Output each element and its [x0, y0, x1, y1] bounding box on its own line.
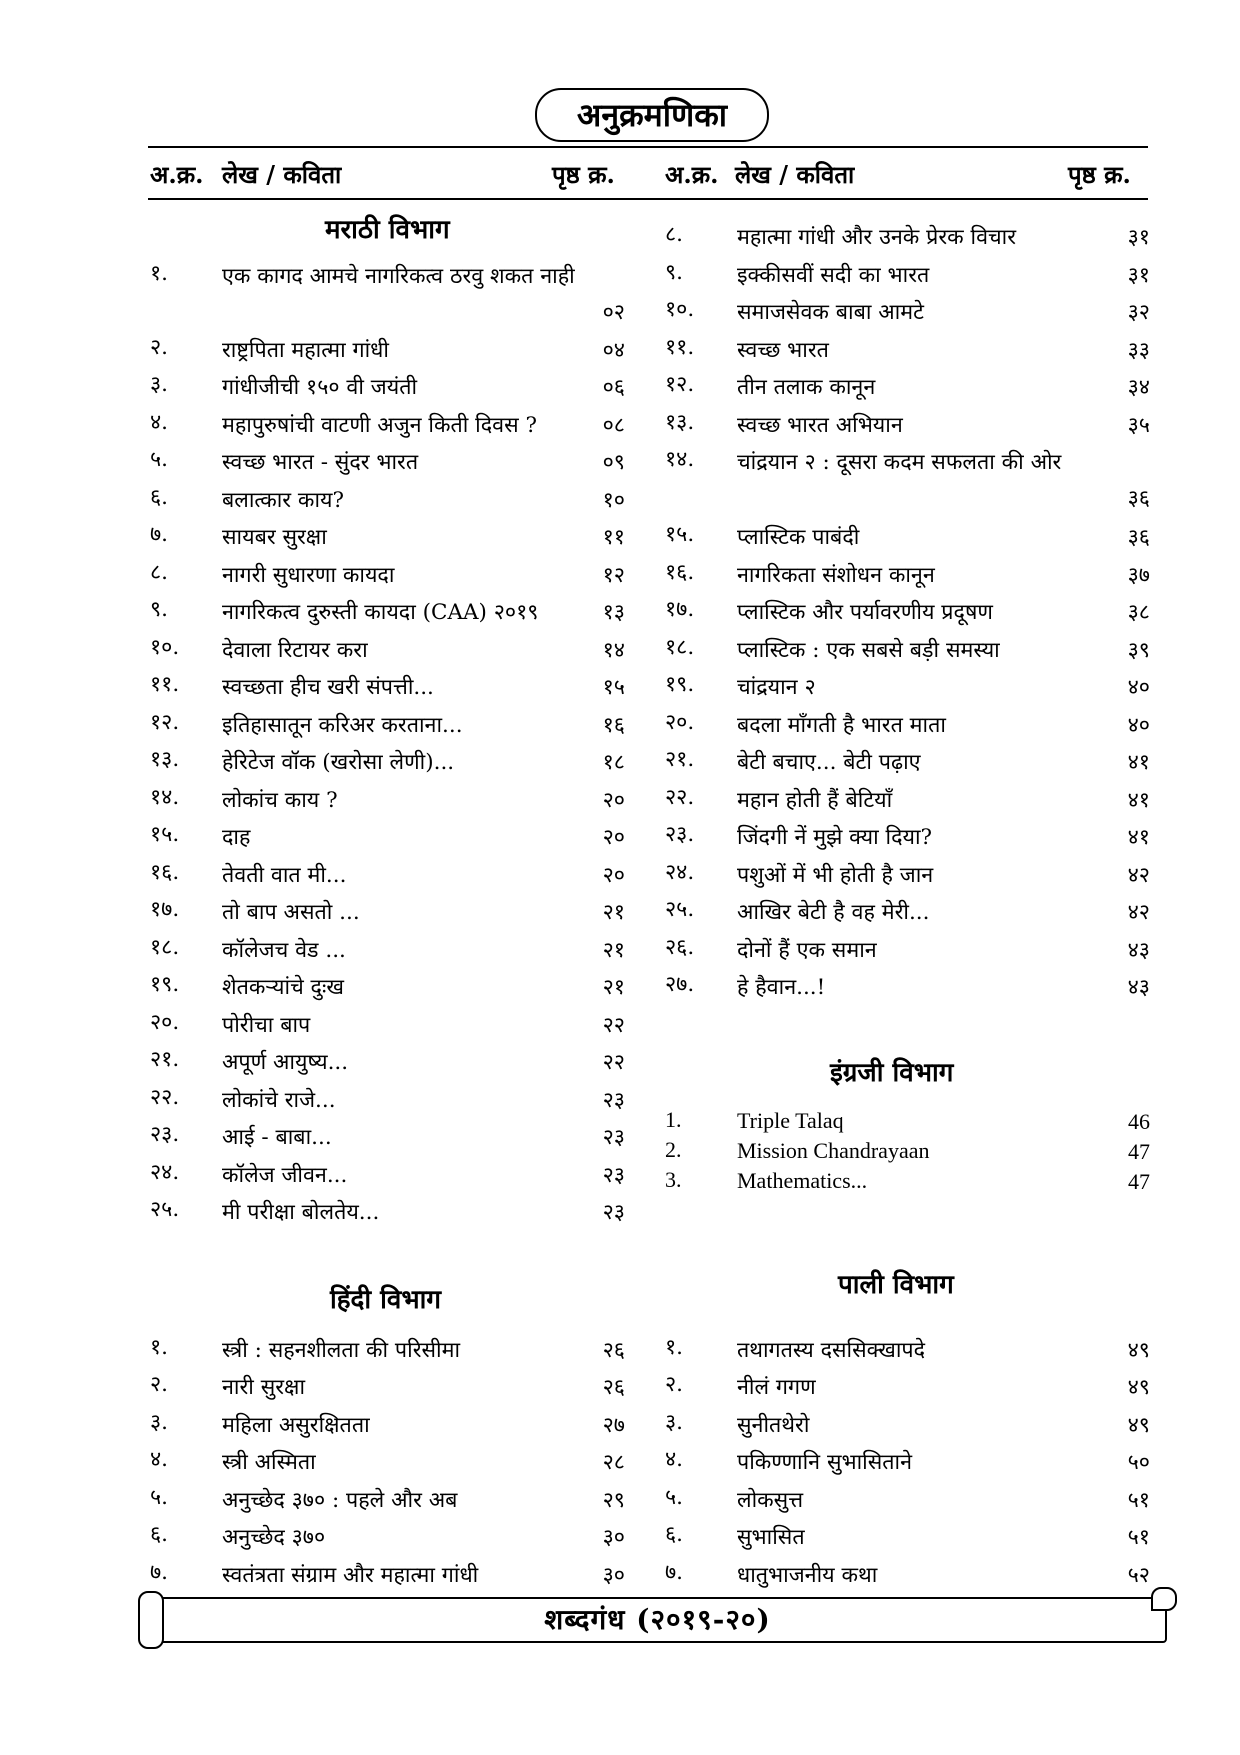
list-item	[150, 892, 625, 926]
item-page: ४९	[1127, 1413, 1150, 1438]
item-title: अनुच्छेद ३७० : पहले और अब	[222, 1488, 458, 1513]
item-page: २०	[602, 825, 625, 850]
header-right-title: लेख / कविता	[735, 160, 855, 189]
item-number: ९.	[665, 260, 684, 285]
item-page: ३८	[1127, 600, 1150, 625]
item-number: १४.	[665, 447, 695, 472]
list-item	[150, 855, 625, 889]
item-page: ४९	[1127, 1338, 1150, 1363]
list-item	[665, 1405, 1150, 1439]
item-number: २३.	[150, 1122, 180, 1147]
item-number: २५.	[665, 897, 695, 922]
item-page: ३१	[1127, 263, 1150, 288]
item-page: ४०	[1127, 713, 1150, 738]
item-number: २.	[665, 1372, 684, 1397]
item-title: प्लास्टिक : एक सबसे बड़ी समस्या	[737, 638, 1000, 663]
item-number: १५.	[665, 522, 695, 547]
item-number: १८.	[665, 635, 695, 660]
item-title: देवाला रिटायर करा	[222, 638, 368, 663]
item-number: १०.	[665, 297, 695, 322]
item-number: १५.	[150, 822, 180, 847]
list-item	[665, 1135, 1150, 1165]
list-item	[150, 1080, 625, 1114]
item-page: ३९	[1127, 638, 1150, 663]
item-number: १७.	[665, 597, 695, 622]
item-title: लोकसुत्त	[737, 1488, 804, 1513]
list-item	[150, 1442, 625, 1476]
item-number: ५.	[150, 1485, 169, 1510]
item-number: १६.	[665, 560, 695, 585]
item-title: नागरी सुधारणा कायदा	[222, 563, 395, 588]
list-item	[150, 1042, 625, 1076]
list-item	[150, 1192, 625, 1226]
item-title: स्वच्छ भारत - सुंदर भारत	[222, 450, 419, 475]
item-title: तेवती वात मी...	[222, 863, 347, 888]
item-number: २४.	[150, 1160, 180, 1185]
list-item	[150, 1555, 625, 1589]
list-item	[150, 742, 625, 776]
item-title: स्वच्छता हीच खरी संपत्ती...	[222, 675, 434, 700]
item-number: ९.	[150, 597, 169, 622]
list-item	[150, 1367, 625, 1401]
item-page: ५२	[1127, 1563, 1150, 1588]
item-title: तीन तलाक कानून	[737, 375, 876, 400]
list-item	[150, 930, 625, 964]
item-page: २२	[602, 1050, 625, 1075]
item-page: ३६	[1127, 486, 1150, 511]
item-title: एक कागद आमचे नागरिकत्व ठरवु शकत नाही	[222, 264, 575, 289]
list-item	[150, 1005, 625, 1039]
item-page: ०२	[602, 300, 625, 325]
item-title: हे हैवान...!	[737, 975, 826, 1000]
item-number: १८.	[150, 935, 180, 960]
item-title: कॉलेज जीवन...	[222, 1163, 348, 1188]
list-item	[665, 367, 1150, 401]
item-title: पोरीचा बाप	[222, 1013, 311, 1038]
item-number: 1.	[665, 1107, 682, 1132]
item-page: ४१	[1127, 788, 1150, 813]
list-item	[665, 1517, 1150, 1551]
item-page: ०४	[602, 338, 625, 363]
item-title: पकिण्णानि सुभासिताने	[737, 1450, 913, 1475]
list-item	[150, 405, 625, 439]
item-title: समाजसेवक बाबा आमटे	[737, 300, 924, 325]
item-title: आई - बाबा...	[222, 1125, 332, 1150]
item-title: पशुओं में भी होती है जान	[737, 863, 934, 888]
list-item	[665, 1367, 1150, 1401]
item-title: तो बाप असतो ...	[222, 900, 360, 925]
list-item	[150, 1330, 625, 1364]
item-title: सायबर सुरक्षा	[222, 525, 327, 550]
header-left-num: अ.क्र.	[150, 160, 204, 189]
scroll-right-ornament	[1151, 1587, 1177, 1611]
item-page: 47	[1128, 1139, 1150, 1164]
item-title: लोकांच काय ?	[222, 788, 338, 813]
item-title: हेरिटेज वॉक (खरोसा लेणी)...	[222, 750, 455, 775]
item-number: २२.	[150, 1085, 180, 1110]
list-item	[665, 705, 1150, 739]
item-number: १३.	[150, 747, 180, 772]
item-page: २३	[602, 1088, 625, 1113]
item-title: नागरिकता संशोधन कानून	[737, 563, 935, 588]
item-number: ११.	[150, 672, 180, 697]
item-title: शेतकऱ्यांचे दुःख	[222, 975, 344, 1000]
item-number: १७.	[150, 897, 180, 922]
item-title: इक्कीसवीं सदी का भारत	[737, 263, 930, 288]
item-number: ५.	[665, 1485, 684, 1510]
item-title: स्वतंत्रता संग्राम और महात्मा गांधी	[222, 1563, 479, 1588]
item-page: ३०	[602, 1525, 625, 1550]
item-title: बदला माँगती है भारत माता	[737, 713, 946, 738]
item-title: सुनीतथेरो	[737, 1413, 810, 1438]
item-number: १९.	[665, 672, 695, 697]
item-title: इतिहासातून करिअर करताना...	[222, 713, 463, 738]
list-item	[665, 442, 1150, 512]
item-page: १८	[602, 750, 625, 775]
item-title: नारी सुरक्षा	[222, 1375, 306, 1400]
item-page: ३४	[1127, 375, 1150, 400]
list-item	[150, 817, 625, 851]
item-page: २३	[602, 1200, 625, 1225]
item-title: गांधीजीची १५० वी जयंती	[222, 375, 418, 400]
page-title: अनुक्रमणिका	[535, 88, 769, 142]
header-bottom-rule	[148, 198, 1148, 200]
item-page: २७	[602, 1413, 625, 1438]
marathi-section-heading: मराठी विभाग	[325, 215, 450, 245]
item-page: ४३	[1127, 975, 1150, 1000]
item-page: ५१	[1127, 1525, 1150, 1550]
item-title: प्लास्टिक और पर्यावरणीय प्रदूषण	[737, 600, 993, 625]
item-number: ५.	[150, 447, 169, 472]
item-page: 46	[1128, 1109, 1150, 1134]
item-page: ३७	[1127, 563, 1150, 588]
list-item	[150, 967, 625, 1001]
item-page: ०९	[602, 450, 625, 475]
item-number: १.	[665, 1335, 684, 1360]
item-number: २४.	[665, 860, 695, 885]
item-title: कॉलेजच वेड ...	[222, 938, 346, 963]
pali-section-heading: पाली विभाग	[838, 1270, 954, 1300]
item-number: ३.	[665, 1410, 684, 1435]
list-item	[665, 1165, 1150, 1195]
item-title: अपूर्ण आयुष्य...	[222, 1050, 349, 1075]
item-number: ४.	[150, 1447, 169, 1472]
item-title: अनुच्छेद ३७०	[222, 1525, 326, 1550]
item-title: Mathematics...	[737, 1168, 868, 1193]
item-page: १२	[602, 563, 625, 588]
item-page: ४२	[1127, 863, 1150, 888]
list-item	[665, 1330, 1150, 1364]
list-item	[665, 780, 1150, 814]
list-item	[150, 780, 625, 814]
item-number: ७.	[150, 1560, 169, 1585]
item-number: ३.	[150, 372, 169, 397]
item-title: चांद्रयान २	[737, 675, 816, 700]
item-page: ४३	[1127, 938, 1150, 963]
item-number: २२.	[665, 785, 695, 810]
item-page: २१	[602, 900, 625, 925]
item-page: १४	[602, 638, 625, 663]
item-number: ६.	[150, 1522, 169, 1547]
list-item	[665, 967, 1150, 1001]
list-item	[150, 1117, 625, 1151]
list-item	[150, 630, 625, 664]
item-number: ४.	[665, 1447, 684, 1472]
hindi-section-heading: हिंदी विभाग	[330, 1285, 441, 1315]
item-page: ३१	[1127, 225, 1150, 250]
header-left-title: लेख / कविता	[222, 160, 342, 189]
list-item	[665, 855, 1150, 889]
list-item	[150, 480, 625, 514]
item-page: ४२	[1127, 900, 1150, 925]
item-page: २२	[602, 1013, 625, 1038]
item-title: बेटी बचाए... बेटी पढ़ाए	[737, 750, 921, 775]
header-top-rule	[148, 146, 1148, 148]
item-page: 47	[1128, 1169, 1150, 1194]
item-title: तथागतस्य दससिक्खापदे	[737, 1338, 926, 1363]
item-page: १६	[602, 713, 625, 738]
list-item	[665, 892, 1150, 926]
item-number: ८.	[150, 560, 169, 585]
item-number: ७.	[665, 1560, 684, 1585]
item-page: २३	[602, 1125, 625, 1150]
item-page: १५	[602, 675, 625, 700]
list-item	[665, 667, 1150, 701]
item-number: १४.	[150, 785, 180, 810]
footer-banner	[148, 1597, 1167, 1643]
item-page: ४९	[1127, 1375, 1150, 1400]
item-title: मी परीक्षा बोलतेय...	[222, 1200, 380, 1225]
item-number: ६.	[150, 485, 169, 510]
list-item	[150, 1480, 625, 1514]
item-page: ५०	[1127, 1450, 1150, 1475]
list-item	[665, 405, 1150, 439]
item-number: १.	[150, 1335, 169, 1360]
item-title: सुभासित	[737, 1525, 805, 1550]
item-title: जिंदगी नें मुझे क्या दिया?	[737, 825, 933, 850]
item-title: दाह	[222, 825, 251, 850]
item-page: ५१	[1127, 1488, 1150, 1513]
item-number: २६.	[665, 935, 695, 960]
item-page: २०	[602, 788, 625, 813]
list-item	[150, 330, 625, 364]
item-title: स्त्री अस्मिता	[222, 1450, 316, 1475]
list-item	[150, 442, 625, 476]
item-title: महात्मा गांधी और उनके प्रेरक विचार	[737, 225, 1017, 250]
item-page: ३२	[1127, 300, 1150, 325]
list-item	[665, 1480, 1150, 1514]
item-page: ३६	[1127, 525, 1150, 550]
list-item	[665, 1105, 1150, 1135]
item-page: ३५	[1127, 413, 1150, 438]
list-item	[150, 592, 625, 626]
item-title: चांद्रयान २ : दूसरा कदम सफलता की ओर	[737, 450, 1062, 475]
list-item	[665, 1442, 1150, 1476]
list-item	[665, 742, 1150, 776]
item-number: २७.	[665, 972, 695, 997]
item-number: १३.	[665, 410, 695, 435]
item-number: १९.	[150, 972, 180, 997]
item-page: ०६	[602, 375, 625, 400]
list-item	[150, 517, 625, 551]
header-right-page: पृष्ठ क्र.	[1068, 160, 1131, 189]
item-number: ७.	[150, 522, 169, 547]
item-page: २९	[602, 1488, 625, 1513]
list-item	[665, 330, 1150, 364]
item-number: २५.	[150, 1197, 180, 1222]
list-item	[150, 1517, 625, 1551]
item-page: ४१	[1127, 825, 1150, 850]
item-number: २०.	[150, 1010, 180, 1035]
item-page: १०	[602, 488, 625, 513]
list-item	[150, 367, 625, 401]
item-page: २६	[602, 1338, 625, 1363]
item-title: प्लास्टिक पाबंदी	[737, 525, 860, 550]
english-section-heading: इंग्रजी विभाग	[830, 1058, 954, 1088]
item-number: ४.	[150, 410, 169, 435]
list-item	[150, 256, 625, 326]
item-number: २१.	[665, 747, 695, 772]
item-page: ०८	[602, 413, 625, 438]
list-item	[665, 817, 1150, 851]
list-item	[665, 292, 1150, 326]
list-item	[150, 705, 625, 739]
list-item	[150, 555, 625, 589]
item-title: महान होती हैं बेटियाँ	[737, 788, 893, 813]
item-page: १३	[602, 600, 625, 625]
item-number: १६.	[150, 860, 180, 885]
item-page: ४०	[1127, 675, 1150, 700]
item-title: महापुरुषांची वाटणी अजुन किती दिवस ?	[222, 413, 537, 438]
list-item	[665, 255, 1150, 289]
item-title: नागरिकत्व दुरुस्ती कायदा (CAA) २०१९	[222, 600, 539, 625]
item-title: राष्ट्रपिता महात्मा गांधी	[222, 338, 389, 363]
item-number: 3.	[665, 1167, 682, 1192]
item-title: स्वच्छ भारत अभियान	[737, 413, 903, 438]
item-number: १०.	[150, 635, 180, 660]
list-item	[665, 217, 1150, 251]
list-item	[665, 592, 1150, 626]
item-number: ८.	[665, 222, 684, 247]
list-item	[150, 667, 625, 701]
item-number: १२.	[665, 372, 695, 397]
item-title: धातुभाजनीय कथा	[737, 1563, 878, 1588]
list-item	[665, 1555, 1150, 1589]
list-item	[665, 930, 1150, 964]
item-number: १.	[150, 261, 169, 286]
item-page: २८	[602, 1450, 625, 1475]
list-item	[150, 1405, 625, 1439]
item-number: ६.	[665, 1522, 684, 1547]
item-title: दोनों हैं एक समान	[737, 938, 877, 963]
item-number: ३.	[150, 1410, 169, 1435]
item-number: १२.	[150, 710, 180, 735]
item-number: २३.	[665, 822, 695, 847]
list-item	[665, 630, 1150, 664]
item-page: २०	[602, 863, 625, 888]
item-page: २१	[602, 975, 625, 1000]
item-title: स्वच्छ भारत	[737, 338, 829, 363]
item-number: २१.	[150, 1047, 180, 1072]
item-number: २.	[150, 335, 169, 360]
item-title: लोकांचे राजे...	[222, 1088, 336, 1113]
item-number: २०.	[665, 710, 695, 735]
item-title: महिला असुरक्षितता	[222, 1413, 370, 1438]
item-title: Triple Talaq	[737, 1108, 844, 1133]
header-right-num: अ.क्र.	[665, 160, 719, 189]
item-page: २३	[602, 1163, 625, 1188]
item-page: ११	[602, 525, 625, 550]
header-left-page: पृष्ठ क्र.	[552, 160, 615, 189]
item-number: २.	[150, 1372, 169, 1397]
item-page: २१	[602, 938, 625, 963]
item-title: बलात्कार काय?	[222, 488, 345, 513]
item-title: Mission Chandrayaan	[737, 1138, 930, 1163]
item-page: ४१	[1127, 750, 1150, 775]
item-title: आखिर बेटी है वह मेरी...	[737, 900, 930, 925]
item-title: स्त्री : सहनशीलता की परिसीमा	[222, 1338, 461, 1363]
item-title: नीलं गगण	[737, 1375, 816, 1400]
list-item	[665, 555, 1150, 589]
footer-title: शब्दगंध (२०१९-२०)	[544, 1603, 771, 1636]
item-page: २६	[602, 1375, 625, 1400]
list-item	[665, 517, 1150, 551]
list-item	[150, 1155, 625, 1189]
item-page: ३३	[1127, 338, 1150, 363]
item-number: ११.	[665, 335, 695, 360]
item-page: ३०	[602, 1563, 625, 1588]
item-number: 2.	[665, 1137, 682, 1162]
scroll-left-ornament	[138, 1591, 164, 1649]
